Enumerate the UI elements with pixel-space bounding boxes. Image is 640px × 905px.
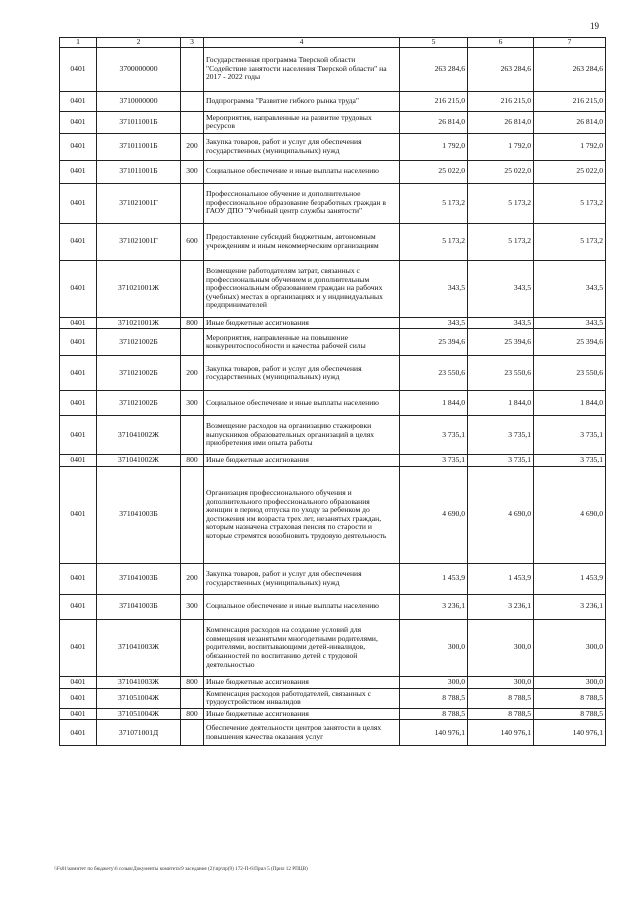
cell-rz: 0401 bbox=[60, 720, 97, 746]
cell-csr: 371041003Ж bbox=[97, 619, 181, 676]
cell-rz: 0401 bbox=[60, 91, 97, 111]
cell-value-5: 5 173,2 bbox=[400, 223, 468, 260]
cell-rz: 0401 bbox=[60, 356, 97, 391]
cell-rz: 0401 bbox=[60, 594, 97, 619]
table-row bbox=[60, 183, 606, 223]
table-row bbox=[60, 391, 606, 416]
cell-value-7: 23 550,6 bbox=[534, 356, 606, 391]
cell-value-5: 343,5 bbox=[400, 317, 468, 329]
cell-value-7: 8 788,5 bbox=[534, 688, 606, 708]
cell-value-5: 263 284,6 bbox=[400, 47, 468, 91]
table-row bbox=[60, 317, 606, 329]
cell-value-6: 300,0 bbox=[468, 676, 534, 688]
header-cell: 6 bbox=[468, 38, 534, 48]
cell-vr: 800 bbox=[181, 676, 204, 688]
cell-value-7: 343,5 bbox=[534, 260, 606, 317]
cell-csr: 371011001Б bbox=[97, 111, 181, 133]
cell-vr bbox=[181, 47, 204, 91]
table-row bbox=[60, 720, 606, 746]
cell-csr: 371021002Б bbox=[97, 391, 181, 416]
cell-name: Подпрограмма "Развитие гибкого рынка труда" bbox=[204, 91, 400, 111]
table-row bbox=[60, 563, 606, 594]
cell-name: Возмещение работодателям затрат, связанных с профессиональным обучением и дополнительным профессиональным образованием граждан на рабочих (учебных) местах в организациях и у индивидуальных предпринимателей bbox=[204, 260, 400, 317]
cell-vr: 200 bbox=[181, 563, 204, 594]
cell-csr: 371051004Ж bbox=[97, 688, 181, 708]
header-cell: 4 bbox=[204, 38, 400, 48]
cell-csr: 3700000000 bbox=[97, 47, 181, 91]
cell-value-5: 5 173,2 bbox=[400, 183, 468, 223]
cell-rz: 0401 bbox=[60, 619, 97, 676]
header-cell: 2 bbox=[97, 38, 181, 48]
table-row bbox=[60, 111, 606, 133]
cell-value-6: 300,0 bbox=[468, 619, 534, 676]
table-row bbox=[60, 594, 606, 619]
cell-csr: 371071001Д bbox=[97, 720, 181, 746]
cell-value-7: 140 976,1 bbox=[534, 720, 606, 746]
cell-value-7: 3 735,1 bbox=[534, 416, 606, 455]
cell-name: Мероприятия, направленные на развитие трудовых ресурсов bbox=[204, 111, 400, 133]
cell-value-5: 23 550,6 bbox=[400, 356, 468, 391]
cell-value-6: 1 453,9 bbox=[468, 563, 534, 594]
cell-rz: 0401 bbox=[60, 708, 97, 720]
cell-name: Социальное обеспечение и иные выплаты населению bbox=[204, 594, 400, 619]
cell-value-6: 8 788,5 bbox=[468, 688, 534, 708]
cell-vr bbox=[181, 91, 204, 111]
cell-value-6: 343,5 bbox=[468, 317, 534, 329]
table-row bbox=[60, 688, 606, 708]
cell-value-6: 140 976,1 bbox=[468, 720, 534, 746]
cell-vr bbox=[181, 183, 204, 223]
cell-value-5: 216 215,0 bbox=[400, 91, 468, 111]
cell-csr: 371041003Ж bbox=[97, 676, 181, 688]
cell-value-6: 343,5 bbox=[468, 260, 534, 317]
table-row bbox=[60, 47, 606, 91]
cell-value-7: 1 844,0 bbox=[534, 391, 606, 416]
cell-value-7: 5 173,2 bbox=[534, 183, 606, 223]
cell-value-7: 3 236,1 bbox=[534, 594, 606, 619]
cell-name: Иные бюджетные ассигнования bbox=[204, 455, 400, 467]
cell-name: Иные бюджетные ассигнования bbox=[204, 317, 400, 329]
cell-csr: 371021001Ж bbox=[97, 260, 181, 317]
cell-value-7: 1 792,0 bbox=[534, 133, 606, 160]
cell-csr: 371021001Г bbox=[97, 183, 181, 223]
table-row bbox=[60, 708, 606, 720]
table-row bbox=[60, 223, 606, 260]
cell-name: Закупка товаров, работ и услуг для обеспечения государственных (муниципальных) нужд bbox=[204, 563, 400, 594]
cell-rz: 0401 bbox=[60, 329, 97, 356]
cell-name: Закупка товаров, работ и услуг для обеспечения государственных (муниципальных) нужд bbox=[204, 356, 400, 391]
cell-vr bbox=[181, 688, 204, 708]
cell-value-6: 263 284,6 bbox=[468, 47, 534, 91]
budget-table bbox=[59, 37, 606, 746]
cell-rz: 0401 bbox=[60, 133, 97, 160]
table-row bbox=[60, 466, 606, 563]
cell-rz: 0401 bbox=[60, 676, 97, 688]
cell-csr: 371021002Б bbox=[97, 356, 181, 391]
page-number: 19 bbox=[590, 21, 599, 31]
cell-name: Обеспечение деятельности центров занятости в целях повышения качества оказания услуг bbox=[204, 720, 400, 746]
cell-csr: 371021001Г bbox=[97, 223, 181, 260]
cell-value-7: 26 814,0 bbox=[534, 111, 606, 133]
cell-name: Иные бюджетные ассигнования bbox=[204, 676, 400, 688]
header-cell: 1 bbox=[60, 38, 97, 48]
cell-rz: 0401 bbox=[60, 466, 97, 563]
cell-value-7: 216 215,0 bbox=[534, 91, 606, 111]
cell-vr bbox=[181, 619, 204, 676]
cell-name: Иные бюджетные ассигнования bbox=[204, 708, 400, 720]
cell-value-7: 25 394,6 bbox=[534, 329, 606, 356]
cell-vr: 300 bbox=[181, 160, 204, 183]
cell-value-6: 3 735,1 bbox=[468, 416, 534, 455]
cell-value-5: 1 844,0 bbox=[400, 391, 468, 416]
cell-vr: 300 bbox=[181, 594, 204, 619]
cell-csr: 371041003Б bbox=[97, 466, 181, 563]
cell-value-6: 3 735,1 bbox=[468, 455, 534, 467]
cell-name: Социальное обеспечение и иные выплаты населению bbox=[204, 391, 400, 416]
cell-value-7: 1 453,9 bbox=[534, 563, 606, 594]
cell-value-6: 1 844,0 bbox=[468, 391, 534, 416]
cell-rz: 0401 bbox=[60, 416, 97, 455]
cell-vr bbox=[181, 416, 204, 455]
cell-rz: 0401 bbox=[60, 111, 97, 133]
cell-value-5: 3 236,1 bbox=[400, 594, 468, 619]
header-row bbox=[60, 38, 606, 48]
cell-name: Компенсация расходов на создание условий для совмещения незанятыми многодетными родителями, родителями, воспитывающими детей-инвалидов, обязанностей по воспитанию детей с трудовой деятельностью bbox=[204, 619, 400, 676]
header-cell: 3 bbox=[181, 38, 204, 48]
cell-rz: 0401 bbox=[60, 455, 97, 467]
cell-value-6: 8 788,5 bbox=[468, 708, 534, 720]
cell-name: Мероприятия, направленные на повышение конкурентоспособности и качества рабочей силы bbox=[204, 329, 400, 356]
table-row bbox=[60, 416, 606, 455]
cell-csr: 371041002Ж bbox=[97, 455, 181, 467]
cell-rz: 0401 bbox=[60, 183, 97, 223]
cell-value-5: 343,5 bbox=[400, 260, 468, 317]
cell-vr: 200 bbox=[181, 133, 204, 160]
cell-vr bbox=[181, 260, 204, 317]
cell-vr bbox=[181, 111, 204, 133]
cell-rz: 0401 bbox=[60, 223, 97, 260]
table-row bbox=[60, 356, 606, 391]
cell-csr: 371041003Б bbox=[97, 563, 181, 594]
cell-value-6: 25 394,6 bbox=[468, 329, 534, 356]
cell-value-5: 8 788,5 bbox=[400, 688, 468, 708]
cell-name: Закупка товаров, работ и услуг для обеспечения государственных (муниципальных) нужд bbox=[204, 133, 400, 160]
cell-value-5: 8 788,5 bbox=[400, 708, 468, 720]
cell-vr: 800 bbox=[181, 317, 204, 329]
cell-name: Социальное обеспечение и иные выплаты населению bbox=[204, 160, 400, 183]
cell-csr: 371021002Б bbox=[97, 329, 181, 356]
cell-value-6: 5 173,2 bbox=[468, 223, 534, 260]
cell-value-5: 26 814,0 bbox=[400, 111, 468, 133]
cell-value-5: 1 453,9 bbox=[400, 563, 468, 594]
cell-value-7: 300,0 bbox=[534, 676, 606, 688]
cell-rz: 0401 bbox=[60, 47, 97, 91]
cell-value-6: 3 236,1 bbox=[468, 594, 534, 619]
cell-csr: 371011001Б bbox=[97, 133, 181, 160]
cell-value-7: 5 173,2 bbox=[534, 223, 606, 260]
cell-vr: 800 bbox=[181, 455, 204, 467]
cell-value-5: 300,0 bbox=[400, 676, 468, 688]
table-row bbox=[60, 160, 606, 183]
cell-vr bbox=[181, 720, 204, 746]
cell-value-7: 8 788,5 bbox=[534, 708, 606, 720]
table-row bbox=[60, 91, 606, 111]
cell-name: Предоставление субсидий бюджетным, автономным учреждениям и иным некоммерческим организациям bbox=[204, 223, 400, 260]
cell-value-5: 1 792,0 bbox=[400, 133, 468, 160]
cell-value-7: 3 735,1 bbox=[534, 455, 606, 467]
cell-value-5: 25 022,0 bbox=[400, 160, 468, 183]
cell-value-6: 25 022,0 bbox=[468, 160, 534, 183]
header-cell: 5 bbox=[400, 38, 468, 48]
table-row bbox=[60, 676, 606, 688]
cell-rz: 0401 bbox=[60, 160, 97, 183]
cell-value-7: 263 284,6 bbox=[534, 47, 606, 91]
cell-vr: 800 bbox=[181, 708, 204, 720]
cell-vr: 600 bbox=[181, 223, 204, 260]
cell-value-6: 4 690,0 bbox=[468, 466, 534, 563]
cell-csr: 371041003Б bbox=[97, 594, 181, 619]
cell-csr: 371011001Б bbox=[97, 160, 181, 183]
cell-csr: 3710000000 bbox=[97, 91, 181, 111]
cell-value-6: 5 173,2 bbox=[468, 183, 534, 223]
cell-name: Компенсация расходов работодателей, связанных с трудоустройством инвалидов bbox=[204, 688, 400, 708]
cell-value-5: 3 735,1 bbox=[400, 416, 468, 455]
cell-value-6: 26 814,0 bbox=[468, 111, 534, 133]
cell-rz: 0401 bbox=[60, 391, 97, 416]
cell-name: Государственная программа Тверской области "Содействие занятости населения Тверской области" на 2017 - 2022 годы bbox=[204, 47, 400, 91]
cell-value-5: 140 976,1 bbox=[400, 720, 468, 746]
cell-csr: 371021001Ж bbox=[97, 317, 181, 329]
cell-csr: 371041002Ж bbox=[97, 416, 181, 455]
cell-vr bbox=[181, 329, 204, 356]
cell-value-7: 300,0 bbox=[534, 619, 606, 676]
cell-rz: 0401 bbox=[60, 563, 97, 594]
cell-csr: 371051004Ж bbox=[97, 708, 181, 720]
cell-rz: 0401 bbox=[60, 317, 97, 329]
header-cell: 7 bbox=[534, 38, 606, 48]
cell-value-5: 25 394,6 bbox=[400, 329, 468, 356]
cell-value-6: 23 550,6 bbox=[468, 356, 534, 391]
cell-value-7: 4 690,0 bbox=[534, 466, 606, 563]
cell-rz: 0401 bbox=[60, 260, 97, 317]
table-row bbox=[60, 260, 606, 317]
footer-file-path: \\Fs01\комитет по бюджету\6 созыв\Документы комитета\9 заседание (2)\пр\пр(9) 172-П-6\Прил 5 (Прил 12 РПЦВ) bbox=[54, 866, 308, 872]
cell-value-5: 300,0 bbox=[400, 619, 468, 676]
cell-name: Профессиональное обучение и дополнительное профессиональное образование безработных граждан в ГАОУ ДПО "Учебный центр службы занятости" bbox=[204, 183, 400, 223]
cell-vr: 300 bbox=[181, 391, 204, 416]
table-row bbox=[60, 329, 606, 356]
cell-value-5: 3 735,1 bbox=[400, 455, 468, 467]
cell-name: Возмещение расходов на организацию стажировки выпускников образовательных организаций в целях приобретения ими опыта работы bbox=[204, 416, 400, 455]
table-row bbox=[60, 619, 606, 676]
table-row bbox=[60, 455, 606, 467]
cell-value-6: 1 792,0 bbox=[468, 133, 534, 160]
cell-vr bbox=[181, 466, 204, 563]
cell-rz: 0401 bbox=[60, 688, 97, 708]
cell-name: Организация профессионального обучения и дополнительного профессионального образования женщин в период отпуска по уходу за ребенком до достижения им возраста трех лет, незанятых граждан, которым назначена страховая пенсия по старости и которые стремятся возобновить трудовую деятельность bbox=[204, 466, 400, 563]
table-row bbox=[60, 133, 606, 160]
table-body bbox=[60, 47, 606, 746]
cell-vr: 200 bbox=[181, 356, 204, 391]
cell-value-5: 4 690,0 bbox=[400, 466, 468, 563]
cell-value-7: 343,5 bbox=[534, 317, 606, 329]
cell-value-7: 25 022,0 bbox=[534, 160, 606, 183]
cell-value-6: 216 215,0 bbox=[468, 91, 534, 111]
